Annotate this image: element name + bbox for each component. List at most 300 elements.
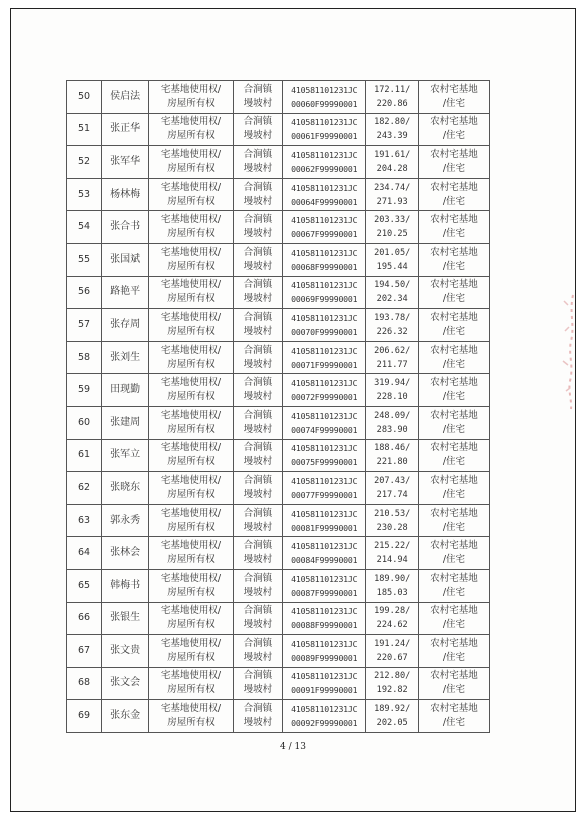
table-row [67, 472, 490, 505]
unit-code-line: 00084F99990001 [291, 555, 358, 566]
location-cell [233, 81, 282, 114]
row-number-cell: 60 [67, 406, 102, 439]
location-cell [233, 439, 282, 472]
location-line: 墁坡村 [243, 358, 273, 370]
right-type-line: 宅基地使用权/ [160, 181, 222, 193]
location-line: 墁坡村 [243, 684, 273, 696]
table-row [67, 211, 490, 244]
unit-code-cell [283, 537, 366, 570]
unit-code-line: 00075F99990001 [291, 457, 358, 468]
land-use-line: /住宅 [442, 619, 466, 631]
right-type-line: 房屋所有权 [167, 651, 215, 663]
land-use-cell [418, 309, 489, 342]
land-use-cell [418, 667, 489, 700]
land-use-cell [418, 439, 489, 472]
location-cell [233, 243, 282, 276]
right-type-line: 宅基地使用权/ [160, 703, 222, 715]
unit-code-line: 00088F99990001 [291, 620, 358, 631]
land-use-line: /住宅 [442, 586, 466, 598]
land-use-line: 农村宅基地 [430, 442, 478, 454]
row-number-cell: 66 [67, 602, 102, 635]
area-cell [366, 146, 418, 179]
owner-name-cell: 张合书 [101, 211, 148, 244]
area-line: 210.53/ [374, 508, 411, 519]
location-line: 合涧镇 [243, 116, 273, 128]
land-use-cell [418, 243, 489, 276]
row-number-cell: 55 [67, 243, 102, 276]
location-line: 合涧镇 [243, 148, 273, 160]
land-use-cell [418, 602, 489, 635]
land-use-line: /住宅 [442, 358, 466, 370]
unit-code-line: 410581101231JC [291, 117, 358, 128]
location-line: 合涧镇 [243, 246, 273, 258]
location-line: 墁坡村 [243, 162, 273, 174]
right-type-cell [149, 569, 233, 602]
land-use-cell [418, 276, 489, 309]
area-line: 220.67 [376, 652, 408, 663]
unit-code-line: 410581101231JC [291, 215, 358, 226]
location-cell [233, 211, 282, 244]
row-number-cell: 50 [67, 81, 102, 114]
location-line: 合涧镇 [243, 572, 273, 584]
right-type-line: 宅基地使用权/ [160, 214, 222, 226]
area-line: 215.22/ [374, 541, 411, 552]
row-number-cell: 53 [67, 178, 102, 211]
land-use-cell [418, 113, 489, 146]
owner-name-cell: 田现勤 [101, 374, 148, 407]
unit-code-line: 410581101231JC [291, 638, 358, 649]
table-row [67, 309, 490, 342]
right-type-line: 房屋所有权 [167, 586, 215, 598]
land-use-cell [418, 211, 489, 244]
unit-code-line: 410581101231JC [291, 475, 358, 486]
right-type-line: 宅基地使用权/ [160, 442, 222, 454]
land-use-line: /住宅 [442, 260, 466, 272]
right-type-line: 宅基地使用权/ [160, 311, 222, 323]
seal-stamp-fragment [559, 291, 581, 411]
right-type-cell [149, 439, 233, 472]
land-use-line: 农村宅基地 [430, 311, 478, 323]
unit-code-cell [283, 309, 366, 342]
right-type-line: 房屋所有权 [167, 195, 215, 207]
owner-name-cell: 张建周 [101, 406, 148, 439]
right-type-line: 房屋所有权 [167, 293, 215, 305]
area-line: 207.43/ [374, 475, 411, 486]
table-row [67, 700, 490, 733]
area-line: 221.80 [376, 457, 408, 468]
row-number-cell: 56 [67, 276, 102, 309]
location-line: 合涧镇 [243, 605, 273, 617]
row-number-cell: 52 [67, 146, 102, 179]
area-line: 248.09/ [374, 410, 411, 421]
area-line: 220.86 [376, 98, 408, 109]
location-line: 合涧镇 [243, 181, 273, 193]
location-line: 墁坡村 [243, 130, 273, 142]
land-use-line: /住宅 [442, 293, 466, 305]
area-line: 230.28 [376, 522, 408, 533]
land-use-line: 农村宅基地 [430, 637, 478, 649]
land-use-line: 农村宅基地 [430, 279, 478, 291]
area-line: 283.90 [376, 424, 408, 435]
land-use-line: /住宅 [442, 325, 466, 337]
location-line: 墁坡村 [243, 228, 273, 240]
land-use-line: /住宅 [442, 162, 466, 174]
unit-code-cell [283, 439, 366, 472]
area-line: 201.05/ [374, 247, 411, 258]
unit-code-cell [283, 211, 366, 244]
right-type-line: 房屋所有权 [167, 130, 215, 142]
unit-code-line: 00062F99990001 [291, 163, 358, 174]
right-type-line: 房屋所有权 [167, 325, 215, 337]
area-cell [366, 602, 418, 635]
row-number-cell: 62 [67, 472, 102, 505]
unit-code-cell [283, 472, 366, 505]
area-cell [366, 113, 418, 146]
land-use-cell [418, 504, 489, 537]
location-line: 墁坡村 [243, 554, 273, 566]
land-use-cell [418, 374, 489, 407]
area-line: 212.80/ [374, 671, 411, 682]
location-cell [233, 569, 282, 602]
location-line: 合涧镇 [243, 474, 273, 486]
row-number-cell: 64 [67, 537, 102, 570]
location-cell [233, 146, 282, 179]
area-line: 202.05 [376, 718, 408, 729]
location-line: 合涧镇 [243, 344, 273, 356]
unit-code-line: 410581101231JC [291, 606, 358, 617]
table-row [67, 504, 490, 537]
unit-code-line: 410581101231JC [291, 345, 358, 356]
area-line: 226.32 [376, 326, 408, 337]
land-use-line: 农村宅基地 [430, 344, 478, 356]
location-line: 墁坡村 [243, 619, 273, 631]
area-line: 192.82 [376, 685, 408, 696]
land-use-cell [418, 635, 489, 668]
right-type-cell [149, 341, 233, 374]
location-line: 合涧镇 [243, 311, 273, 323]
area-cell [366, 472, 418, 505]
unit-code-cell [283, 146, 366, 179]
land-use-line: /住宅 [442, 521, 466, 533]
unit-code-line: 410581101231JC [291, 378, 358, 389]
unit-code-cell [283, 667, 366, 700]
owner-name-cell: 张正华 [101, 113, 148, 146]
land-use-line: /住宅 [442, 684, 466, 696]
location-cell [233, 276, 282, 309]
unit-code-line: 410581101231JC [291, 443, 358, 454]
area-line: 224.62 [376, 620, 408, 631]
right-type-line: 宅基地使用权/ [160, 344, 222, 356]
location-line: 合涧镇 [243, 377, 273, 389]
land-use-cell [418, 472, 489, 505]
owner-name-cell: 张晓东 [101, 472, 148, 505]
location-line: 合涧镇 [243, 409, 273, 421]
right-type-line: 房屋所有权 [167, 521, 215, 533]
table-row [67, 537, 490, 570]
right-type-line: 房屋所有权 [167, 488, 215, 500]
unit-code-cell [283, 341, 366, 374]
location-line: 合涧镇 [243, 507, 273, 519]
land-use-line: /住宅 [442, 97, 466, 109]
right-type-line: 宅基地使用权/ [160, 83, 222, 95]
land-use-cell [418, 178, 489, 211]
row-number-cell: 69 [67, 700, 102, 733]
right-type-line: 房屋所有权 [167, 162, 215, 174]
unit-code-cell [283, 243, 366, 276]
right-type-line: 房屋所有权 [167, 260, 215, 272]
right-type-cell [149, 472, 233, 505]
area-cell [366, 504, 418, 537]
unit-code-cell [283, 700, 366, 733]
unit-code-line: 00092F99990001 [291, 718, 358, 729]
location-cell [233, 504, 282, 537]
land-use-line: 农村宅基地 [430, 507, 478, 519]
location-cell [233, 602, 282, 635]
area-line: 206.62/ [374, 345, 411, 356]
area-line: 204.28 [376, 163, 408, 174]
location-line: 合涧镇 [243, 637, 273, 649]
land-use-line: /住宅 [442, 228, 466, 240]
land-use-cell [418, 537, 489, 570]
area-line: 189.92/ [374, 704, 411, 715]
table-row [67, 667, 490, 700]
location-line: 墁坡村 [243, 293, 273, 305]
table-row [67, 635, 490, 668]
table-row [67, 178, 490, 211]
right-type-cell [149, 146, 233, 179]
table-row [67, 374, 490, 407]
unit-code-cell [283, 569, 366, 602]
unit-code-line: 410581101231JC [291, 247, 358, 258]
unit-code-line: 00081F99990001 [291, 522, 358, 533]
row-number-cell: 51 [67, 113, 102, 146]
right-type-line: 房屋所有权 [167, 619, 215, 631]
owner-name-cell: 张文贵 [101, 635, 148, 668]
area-cell [366, 667, 418, 700]
unit-code-line: 00070F99990001 [291, 326, 358, 337]
unit-code-line: 00087F99990001 [291, 587, 358, 598]
owner-name-cell: 杨林梅 [101, 178, 148, 211]
location-line: 墁坡村 [243, 423, 273, 435]
unit-code-line: 410581101231JC [291, 704, 358, 715]
area-cell [366, 700, 418, 733]
area-line: 188.46/ [374, 443, 411, 454]
right-type-line: 宅基地使用权/ [160, 605, 222, 617]
area-cell [366, 243, 418, 276]
property-register-table [66, 80, 490, 733]
location-line: 合涧镇 [243, 83, 273, 95]
right-type-line: 宅基地使用权/ [160, 409, 222, 421]
area-line: 214.94 [376, 555, 408, 566]
land-use-cell [418, 700, 489, 733]
unit-code-line: 00060F99990001 [291, 98, 358, 109]
right-type-cell [149, 700, 233, 733]
area-line: 189.90/ [374, 573, 411, 584]
location-line: 墁坡村 [243, 521, 273, 533]
area-cell [366, 211, 418, 244]
right-type-line: 房屋所有权 [167, 228, 215, 240]
unit-code-line: 410581101231JC [291, 508, 358, 519]
right-type-line: 宅基地使用权/ [160, 572, 222, 584]
land-use-line: 农村宅基地 [430, 605, 478, 617]
unit-code-cell [283, 178, 366, 211]
area-cell [366, 635, 418, 668]
table-row [67, 276, 490, 309]
location-line: 墁坡村 [243, 97, 273, 109]
land-use-line: /住宅 [442, 554, 466, 566]
location-line: 合涧镇 [243, 703, 273, 715]
right-type-cell [149, 504, 233, 537]
unit-code-line: 410581101231JC [291, 182, 358, 193]
land-use-cell [418, 569, 489, 602]
area-line: 185.03 [376, 587, 408, 598]
right-type-line: 房屋所有权 [167, 717, 215, 729]
unit-code-line: 00091F99990001 [291, 685, 358, 696]
right-type-cell [149, 81, 233, 114]
right-type-line: 宅基地使用权/ [160, 474, 222, 486]
right-type-line: 宅基地使用权/ [160, 637, 222, 649]
area-line: 194.50/ [374, 280, 411, 291]
location-line: 合涧镇 [243, 442, 273, 454]
area-line: 210.25 [376, 229, 408, 240]
right-type-cell [149, 243, 233, 276]
unit-code-line: 00068F99990001 [291, 261, 358, 272]
owner-name-cell: 张银生 [101, 602, 148, 635]
location-cell [233, 341, 282, 374]
unit-code-line: 410581101231JC [291, 410, 358, 421]
location-line: 合涧镇 [243, 540, 273, 552]
row-number-cell: 65 [67, 569, 102, 602]
unit-code-cell [283, 635, 366, 668]
location-line: 墁坡村 [243, 488, 273, 500]
unit-code-line: 00067F99990001 [291, 229, 358, 240]
right-type-line: 宅基地使用权/ [160, 670, 222, 682]
right-type-cell [149, 374, 233, 407]
unit-code-line: 00074F99990001 [291, 424, 358, 435]
location-line: 墁坡村 [243, 260, 273, 272]
right-type-cell [149, 113, 233, 146]
unit-code-cell [283, 276, 366, 309]
land-use-line: /住宅 [442, 391, 466, 403]
area-line: 234.74/ [374, 182, 411, 193]
area-line: 199.28/ [374, 606, 411, 617]
unit-code-line: 410581101231JC [291, 541, 358, 552]
unit-code-line: 00077F99990001 [291, 489, 358, 500]
land-use-cell [418, 146, 489, 179]
row-number-cell: 63 [67, 504, 102, 537]
owner-name-cell: 郭永秀 [101, 504, 148, 537]
location-line: 墁坡村 [243, 651, 273, 663]
right-type-cell [149, 211, 233, 244]
area-line: 319.94/ [374, 378, 411, 389]
owner-name-cell: 侯启法 [101, 81, 148, 114]
register-table-body [67, 81, 490, 733]
right-type-line: 房屋所有权 [167, 554, 215, 566]
row-number-cell: 67 [67, 635, 102, 668]
right-type-cell [149, 537, 233, 570]
area-cell [366, 276, 418, 309]
area-cell [366, 374, 418, 407]
location-cell [233, 374, 282, 407]
area-line: 191.61/ [374, 149, 411, 160]
table-row [67, 243, 490, 276]
land-use-line: 农村宅基地 [430, 670, 478, 682]
location-cell [233, 700, 282, 733]
table-row [67, 113, 490, 146]
land-use-line: /住宅 [442, 195, 466, 207]
unit-code-line: 00071F99990001 [291, 359, 358, 370]
unit-code-line: 00072F99990001 [291, 392, 358, 403]
owner-name-cell: 韩梅书 [101, 569, 148, 602]
location-line: 墁坡村 [243, 391, 273, 403]
area-line: 243.39 [376, 131, 408, 142]
area-cell [366, 537, 418, 570]
right-type-cell [149, 309, 233, 342]
table-row [67, 439, 490, 472]
table-row [67, 341, 490, 374]
unit-code-line: 410581101231JC [291, 149, 358, 160]
right-type-line: 宅基地使用权/ [160, 540, 222, 552]
right-type-cell [149, 602, 233, 635]
area-line: 228.10 [376, 392, 408, 403]
area-line: 271.93 [376, 196, 408, 207]
owner-name-cell: 张林会 [101, 537, 148, 570]
location-line: 墁坡村 [243, 195, 273, 207]
row-number-cell: 58 [67, 341, 102, 374]
right-type-cell [149, 276, 233, 309]
location-line: 墁坡村 [243, 717, 273, 729]
unit-code-cell [283, 504, 366, 537]
location-line: 墁坡村 [243, 586, 273, 598]
land-use-line: 农村宅基地 [430, 214, 478, 226]
owner-name-cell: 张存周 [101, 309, 148, 342]
land-use-line: /住宅 [442, 456, 466, 468]
location-line: 合涧镇 [243, 279, 273, 291]
land-use-cell [418, 406, 489, 439]
right-type-line: 房屋所有权 [167, 97, 215, 109]
area-cell [366, 439, 418, 472]
unit-code-line: 410581101231JC [291, 671, 358, 682]
table-row [67, 146, 490, 179]
land-use-line: 农村宅基地 [430, 116, 478, 128]
location-cell [233, 635, 282, 668]
area-line: 203.33/ [374, 215, 411, 226]
location-cell [233, 309, 282, 342]
unit-code-line: 410581101231JC [291, 312, 358, 323]
area-line: 193.78/ [374, 312, 411, 323]
unit-code-cell [283, 374, 366, 407]
unit-code-cell [283, 602, 366, 635]
area-line: 211.77 [376, 359, 408, 370]
area-line: 182.80/ [374, 117, 411, 128]
table-row [67, 406, 490, 439]
row-number-cell: 59 [67, 374, 102, 407]
area-cell [366, 81, 418, 114]
table-row [67, 81, 490, 114]
area-cell [366, 569, 418, 602]
land-use-line: 农村宅基地 [430, 377, 478, 389]
right-type-line: 宅基地使用权/ [160, 279, 222, 291]
owner-name-cell: 张文会 [101, 667, 148, 700]
row-number-cell: 54 [67, 211, 102, 244]
location-line: 墁坡村 [243, 456, 273, 468]
page-number: 4 / 13 [280, 742, 306, 752]
owner-name-cell: 张军立 [101, 439, 148, 472]
right-type-cell [149, 667, 233, 700]
location-line: 合涧镇 [243, 214, 273, 226]
table-row [67, 602, 490, 635]
location-cell [233, 178, 282, 211]
